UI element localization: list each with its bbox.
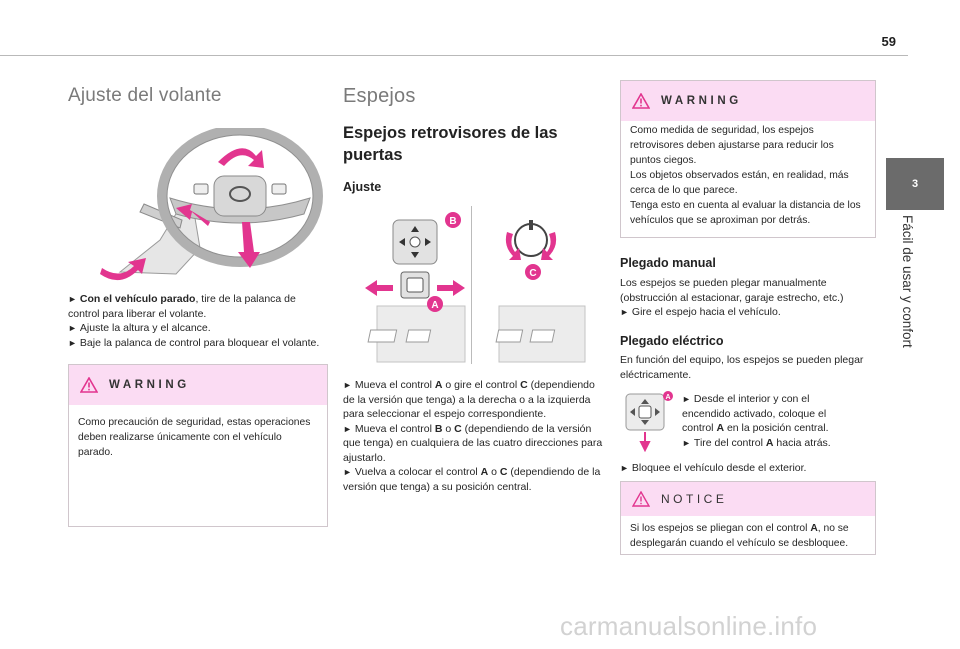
steering-section <box>68 80 328 458</box>
mirrors-subtitle: Espejos retrovisores de las puertas <box>343 124 558 164</box>
step-arrow-icon: ► <box>343 467 352 477</box>
warning-header <box>621 81 875 121</box>
fold-control-illustration <box>620 390 680 452</box>
chapter-tab[interactable]: 3 <box>886 158 944 210</box>
warning-triangle-icon <box>632 93 650 109</box>
step-arrow-icon: ► <box>343 380 352 390</box>
warning-header <box>69 365 327 405</box>
steering-step-2 <box>68 321 328 336</box>
page-number: 59 <box>881 34 896 49</box>
warning-triangle-icon <box>80 377 98 393</box>
mirror-steps <box>343 378 605 494</box>
warning-title: WARNING <box>661 95 742 107</box>
pull-arrow-icon <box>641 432 649 450</box>
step-text: , tire de la palanca de control para liberar el volante. <box>68 293 296 320</box>
notice-header <box>621 482 875 516</box>
mirror-step-3: ► Vuelva a colocar el control A o C (dependiendo de la versión que tenga) a su posición central. <box>343 466 601 493</box>
steering-step-3 <box>68 336 328 351</box>
watermark: carmanualsonline.info <box>560 611 818 641</box>
adjust-heading: Ajuste <box>343 180 382 194</box>
notice-triangle-icon <box>632 491 650 507</box>
steering-step-1 <box>68 292 328 321</box>
mirror-step-1: ► Mueva el control A o gire el control C (dependiendo de la versión que tenga) a la derecha o a la izquierda para seleccionar el espejo correspondiente. <box>343 379 595 420</box>
notice-box <box>620 481 876 555</box>
electric-step-2: ► Tire del control A hacia atrás. <box>682 436 831 449</box>
step-arrow-icon: ► <box>620 463 629 473</box>
warning-title: WARNING <box>109 379 190 391</box>
manual-description: Los espejos se pueden plegar manualmente (obstrucción al estacionar, garaje estrecho, etc.) <box>620 277 844 304</box>
step-bold-text: Con el vehículo parado <box>79 293 196 305</box>
manual-heading: Plegado manual <box>620 256 716 270</box>
step-arrow-icon: ► <box>343 423 352 434</box>
notice-text: Si los espejos se pliegan con el control A, no se desplegarán cuando el vehículo se desbloquee. <box>630 523 849 549</box>
manual-step: ► Gire el espejo hacia el vehículo. <box>620 306 781 318</box>
step-arrow-icon: ► <box>682 394 691 404</box>
warning-text: Como medida de seguridad, los espejos retrovisores deben ajustarse para reducir los puntos ciegos. Los objetos observados están, en realidad, más cerca de lo que parece. Tenga esto en cuenta al evaluar la distancia de los vehículos que se aproximan por detrás. <box>630 125 861 226</box>
steering-wheel-illustration <box>90 128 330 288</box>
step-arrow-icon: ► <box>620 307 629 317</box>
electric-steps <box>682 392 854 450</box>
chapter-title: Fácil de usar y confort <box>900 215 915 348</box>
mirrors-title: Espejos <box>343 85 416 107</box>
mirror-step-2: ► Mueva el control B o C (dependiendo de la versión que tenga) en cualquiera de las cuatro direcciones para ajustarlo. <box>343 422 603 464</box>
manual-text <box>620 276 870 320</box>
mirror-controls-illustration <box>363 206 603 366</box>
header-divider <box>0 55 908 56</box>
label-b-text: B <box>449 216 457 227</box>
step-text: Baje la palanca de control para bloquear el volante. <box>79 336 320 349</box>
electric-heading: Plegado eléctrico <box>620 334 724 348</box>
mirrors-section <box>343 80 605 493</box>
steering-warning-box <box>68 364 328 527</box>
electric-text: En función del equipo, los espejos se pueden plegar eléctricamente. <box>620 354 864 381</box>
warning-text: Como precaución de seguridad, estas operaciones deben realizarse únicamente con el vehículo parado. <box>78 417 311 458</box>
label-c-text: C <box>529 268 537 279</box>
step-arrow-icon: ► <box>682 437 691 448</box>
wheel-hub-shape <box>214 176 266 216</box>
notice-title: NOTICE <box>661 492 728 506</box>
step-arrow-icon: ► <box>68 323 77 333</box>
step-text: Ajuste la altura y el alcance. <box>79 322 211 334</box>
steering-steps <box>68 292 328 350</box>
step-arrow-icon: ► <box>68 294 77 304</box>
mirror-warning-box <box>620 80 876 238</box>
tilt-arrow-icon <box>218 148 264 168</box>
steering-title: Ajuste del volante <box>68 85 222 106</box>
electric-step-1: ► Desde el interior y con el encendido activado, coloque el control A en la posición central. <box>682 393 829 434</box>
label-a-text: A <box>431 300 439 311</box>
label-a-text: A <box>665 394 671 401</box>
lock-step: ► Bloquee el vehículo desde el exterior. <box>620 462 807 474</box>
step-arrow-icon: ► <box>68 337 77 348</box>
